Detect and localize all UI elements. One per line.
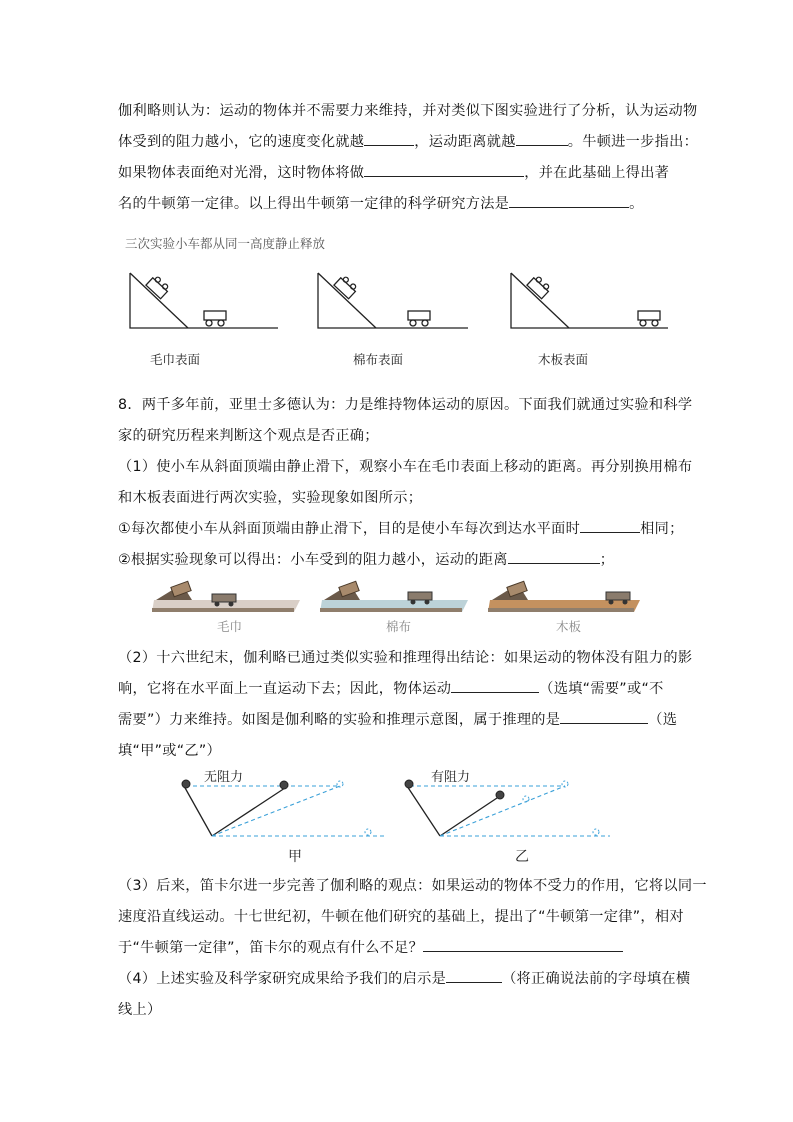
caption-cotton: 棉布表面	[353, 352, 404, 367]
base-strip	[488, 608, 634, 612]
q8-line-1: 8．两千多年前，亚里士多德认为：力是维持物体运动的原因。下面我们就通过实验和科学	[118, 397, 693, 413]
caption-yi: 乙	[515, 849, 529, 865]
q8-sub2-line-3: 需要”）力来维持。如图是伽利略的实验和推理示意图，属于推理的是 （选	[118, 705, 678, 736]
paragraph-line-2: 体受到的阻力越小，它的速度变化就越 ，运动距离就越 。牛顿进一步指出：	[118, 127, 678, 158]
q8-sub3-line-3: 于“牛顿第一定律”，笛卡尔的观点有什么不足？	[118, 933, 678, 964]
answer-blank[interactable]	[423, 937, 623, 952]
diagram-left	[182, 780, 385, 836]
q8-sub1-line-2: 和木板表面进行两次实验，实验现象如图所示；	[118, 490, 423, 506]
label-towel: 毛巾	[217, 619, 243, 634]
figure1-ramps	[118, 255, 678, 335]
ramp-towel	[130, 273, 278, 328]
answer-blank[interactable]	[560, 709, 648, 724]
caption-jia: 甲	[288, 849, 302, 865]
figure2-surfaces	[150, 578, 650, 618]
q8-sub3-line-1: （3）后来，笛卡尔进一步完善了伽利略的观点：如果运动的物体不受力的作用，它将以同一	[118, 878, 707, 894]
base-strip	[152, 608, 294, 612]
paragraph-line-4: 名的牛顿第一定律。以上得出牛顿第一定律的科学研究方法是 。	[118, 189, 678, 220]
q8-sub2-line-4: 填“甲”或“乙”）	[118, 743, 222, 759]
label-with-friction: 有阻力	[431, 770, 471, 785]
figure1-title: 三次实验小车都从同一高度静止释放	[125, 236, 326, 251]
paragraph-line-1: 伽利略则认为：运动的物体并不需要力来维持，并对类似下图实验进行了分析，认为运动物	[118, 103, 698, 119]
q8-sub1-line-1: （1）使小车从斜面顶端由静止滑下，观察小车在毛巾表面上移动的距离。再分别换用棉布	[118, 459, 693, 475]
surface-towel	[152, 581, 300, 612]
q8-line-2: 家的研究历程来判断这个观点是否正确；	[118, 428, 379, 444]
label-wood: 木板	[556, 619, 582, 634]
answer-blank[interactable]	[446, 968, 502, 983]
answer-blank[interactable]	[364, 131, 414, 146]
surface-wood	[488, 581, 640, 612]
paragraph-line-3: 如果物体表面绝对光滑，这时物体将做 ，并在此基础上得出著	[118, 158, 678, 189]
q8-sub2-line-1: （2）十六世纪末，伽利略已通过类似实验和推理得出结论：如果运动的物体没有阻力的影	[118, 650, 693, 666]
surface-cotton	[320, 581, 468, 612]
answer-blank[interactable]	[509, 193, 629, 208]
ramp-wood	[511, 273, 668, 328]
caption-towel: 毛巾表面	[150, 352, 201, 367]
q8-sub4-line-1: （4）上述实验及科学家研究成果给予我们的启示是 （将正确说法前的字母填在横	[118, 964, 678, 995]
q8-sub4-line-2: 线上）	[118, 1002, 162, 1018]
q8-sub1-a: ①每次都使小车从斜面顶端由静止滑下，目的是使小车每次到达水平面时 相同；	[118, 514, 678, 545]
caption-wood: 木板表面	[538, 352, 589, 367]
answer-blank[interactable]	[364, 162, 524, 177]
ramp-cotton	[318, 273, 468, 328]
q8-sub3-line-2: 速度沿直线运动。十七世纪初，牛顿在他们研究的基础上，提出了“牛顿第一定律”，相对	[118, 909, 684, 925]
base-strip	[320, 608, 462, 612]
label-no-friction: 无阻力	[204, 770, 244, 785]
answer-blank[interactable]	[508, 549, 600, 564]
label-cotton: 棉布	[386, 619, 412, 634]
answer-blank[interactable]	[580, 518, 640, 533]
answer-blank[interactable]	[451, 678, 539, 693]
answer-blank[interactable]	[516, 131, 568, 146]
q8-sub2-line-2: 响，它将在水平面上一直运动下去；因此，物体运动 （选填“需要”或“不	[118, 674, 678, 705]
q8-sub1-b: ②根据实验现象可以得出：小车受到的阻力越小，运动的距离 ；	[118, 545, 678, 576]
diagram-right	[405, 780, 610, 836]
